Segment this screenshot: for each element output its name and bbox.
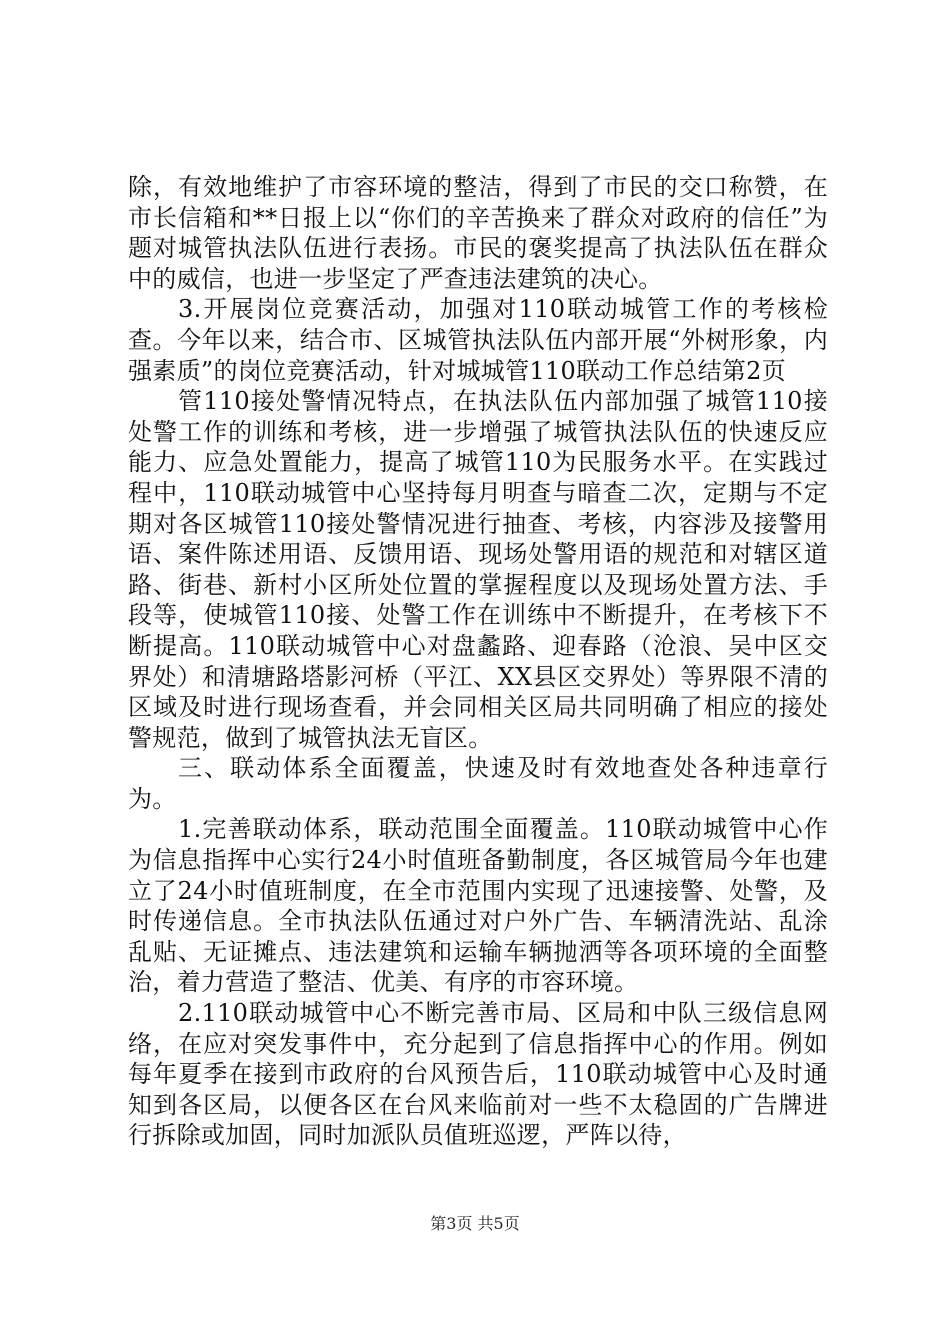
paragraph-training-assessment: 管110接处警情况特点，在执法队伍内部加强了城管110接处警工作的训练和考核，进一步增强了城管执法队伍的快速反应能力、应急处置能力，提高了城管110为民服务水平。在实践过程中，110联动城管中心坚持每月明查与暗查二次，定期与不定期对各区城管110接处警情况进行抽查、考核，内容涉及接警用语、案件陈述用语、反馈用语、现场处警用语的规范和对辖区道路、街巷、新村小区所处位置的掌握程度以及现场处置方法、手段等，使城管110接、处警工作在训练中不断提升，在考核下不断提高。110联动城管中心对盘蠡路、迎春路（沧浪、吴中区交界处）和清塘路塔影河桥（平江、XX县区交界处）等界限不清的区域及时进行现场查看，并会同相关区局共同明确了相应的接处警规范，做到了城管执法无盲区。 — [128, 387, 828, 752]
section-heading-3: 三、联动体系全面覆盖，快速及时有效地查处各种违章行为。 — [128, 754, 828, 813]
paragraph-continuation: 除，有效地维护了市容环境的整洁，得到了市民的交口称赞，在市长信箱和**日报上以“你们的辛苦换来了群众对政府的信任”为题对城管执法队伍进行表扬。市民的褒奖提高了执法队伍在群众中的威信，也进一步坚定了严查违法建筑的决心。 — [128, 173, 828, 293]
document-body — [128, 172, 828, 1151]
paragraph-item-2: 2.110联动城管中心不断完善市局、区局和中队三级信息网络，在应对突发事件中，充分起到了信息指挥中心的作用。例如每年夏季在接到市政府的台风预告后，110联动城管中心及时通知到各区局，以便各区在台风来临前对一些不太稳固的广告牌进行拆除或加固，同时加派队员值班巡逻，严阵以待， — [128, 999, 828, 1150]
paragraph-item-1: 1.完善联动体系，联动范围全面覆盖。110联动城管中心作为信息指挥中心实行24小时值班备勤制度，各区城管局今年也建立了24小时值班制度，在全市范围内实现了迅速接警、处警，及时传递信息。全市执法队伍通过对户外广告、车辆清洗站、乱涂乱贴、无证摊点、违法建筑和运输车辆抛洒等各项环境的全面整治，着力营造了整洁、优美、有序的市容环境。 — [128, 815, 828, 997]
paragraph-item-3: 3.开展岗位竞赛活动，加强对110联动城管工作的考核检查。今年以来，结合市、区城管执法队伍内部开展“外树形象，内强素质”的岗位竞赛活动，针对城城管110联动工作总结第2页 — [128, 295, 828, 385]
page-number-footer: 第3页 共5页 — [430, 1214, 520, 1233]
